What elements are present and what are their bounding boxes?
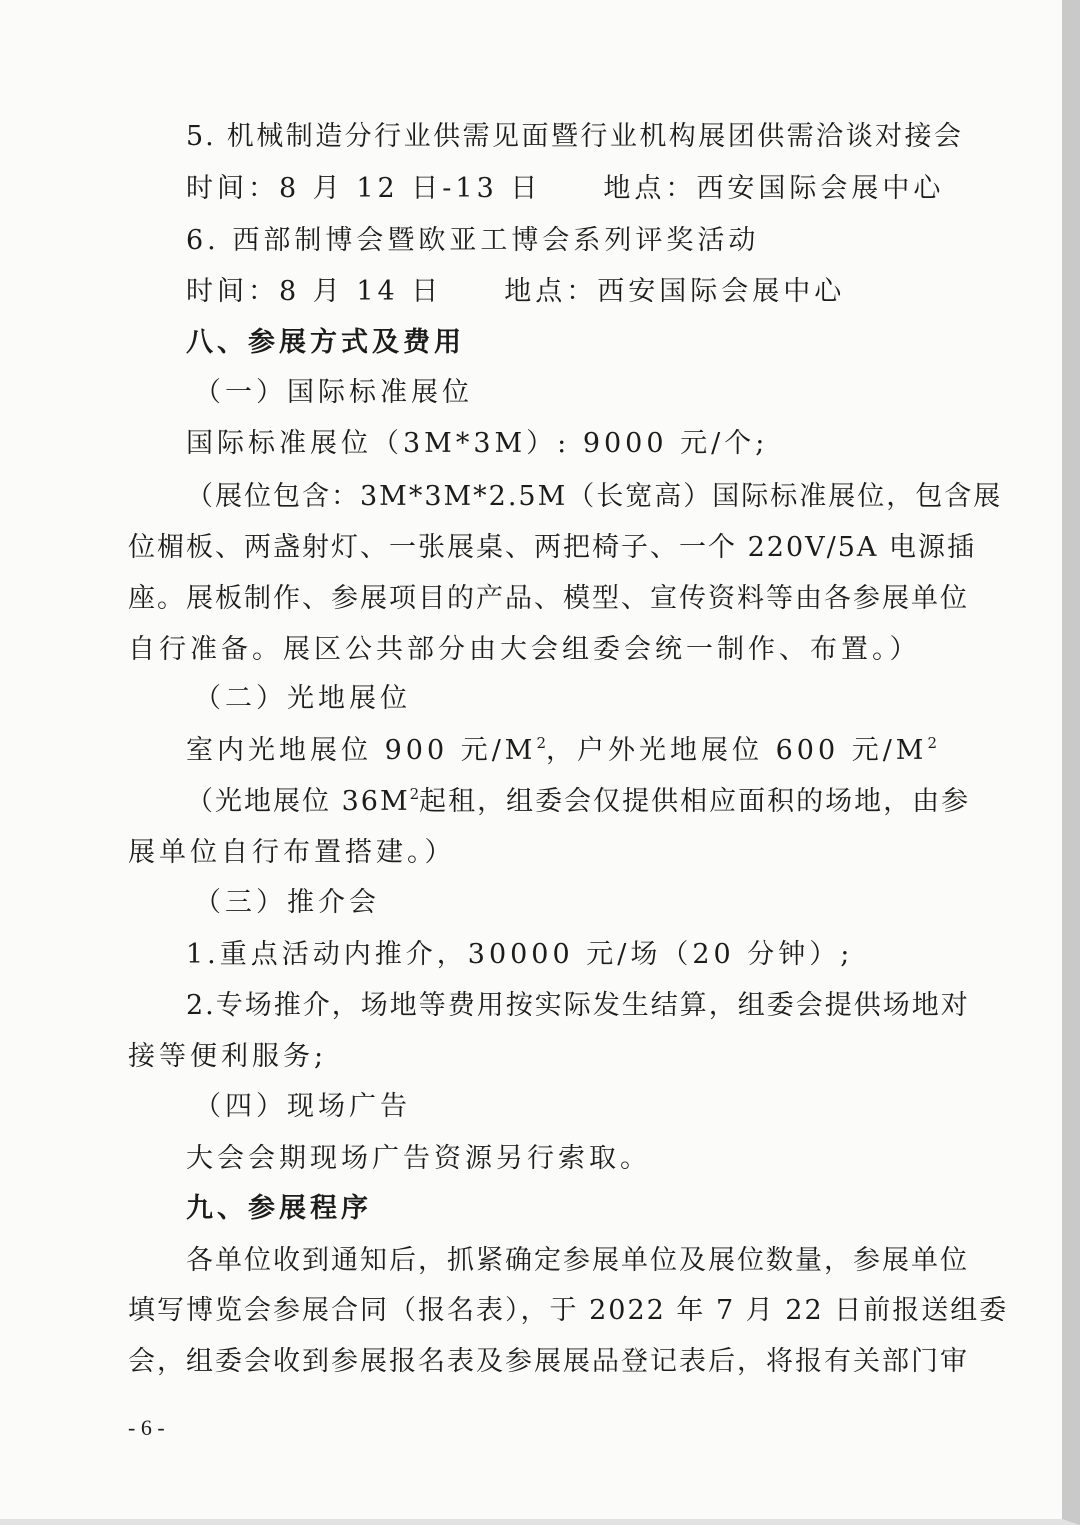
sub1-note-line: 座。展板制作、参展项目的产品、模型、宣传资料等由各参展单位	[128, 583, 969, 614]
item5-schedule	[186, 169, 963, 209]
sub3-item2: 2.专场推介，场地等费用按实际发生结算，组委会提供场地对	[186, 990, 970, 1021]
separator: ，	[546, 735, 577, 766]
sub1-note-line: （展位包含：3M*3M*2.5M（长宽高）国际标准展位，包含展	[186, 481, 1003, 512]
note-rest: 起租，组委会仅提供相应面积的场地，由参	[419, 786, 971, 817]
item5-time: 时间：8 月 12 日-13 日	[186, 173, 542, 204]
outdoor-price: 户外光地展位 600 元/M	[577, 735, 928, 766]
item5-place: 地点：西安国际会展中心	[603, 173, 945, 204]
sub2-prices	[186, 731, 963, 771]
section9-line: 填写博览会参展合同（报名表），于 2022 年 7 月 22 日前报送组委	[128, 1295, 1009, 1326]
item6-place: 地点：西安国际会展中心	[504, 276, 846, 307]
superscript: 2	[409, 785, 420, 803]
indoor-price: 室内光地展位 900 元/M	[186, 735, 537, 766]
sub4-text: 大会会期现场广告资源另行索取。	[186, 1143, 651, 1174]
sub2-note-line	[186, 782, 971, 822]
sub2-note-line: 展单位自行布置搭建。）	[128, 837, 456, 868]
section9-heading: 九、参展程序	[186, 1193, 372, 1224]
note-start: （光地展位 36M	[186, 786, 410, 817]
page-number: - 6 -	[128, 1415, 165, 1440]
section9-line: 会，组委会收到参展报名表及参展展品登记表后，将报有关部门审	[128, 1346, 969, 1377]
superscript: 2	[927, 734, 937, 752]
sub2-heading: （二）光地展位	[194, 683, 411, 714]
sub3-item2-cont: 接等便利服务;	[128, 1041, 328, 1072]
item6-title: 6. 西部制博会暨欧亚工博会系列评奖活动	[186, 225, 760, 256]
sub3-item1: 1.重点活动内推介，30000 元/场（20 分钟）;	[186, 939, 854, 970]
sub3-heading: （三）推介会	[194, 887, 380, 918]
sub1-price: 国际标准展位（3M*3M）: 9000 元/个;	[186, 428, 769, 459]
section8-heading: 八、参展方式及费用	[186, 327, 465, 358]
item6-schedule	[186, 272, 963, 312]
sub4-heading: （四）现场广告	[194, 1091, 411, 1122]
item6-time: 时间：8 月 14 日	[186, 276, 443, 307]
item5-title: 5. 机械制造分行业供需见面暨行业机构展团供需洽谈对接会	[186, 121, 963, 152]
superscript: 2	[536, 734, 546, 752]
sub1-note-line: 位楣板、两盏射灯、一张展桌、两把椅子、一个 220V/5A 电源插	[128, 532, 976, 563]
section9-line: 各单位收到通知后，抓紧确定参展单位及展位数量，参展单位	[186, 1245, 969, 1276]
sub1-heading: （一）国际标准展位	[194, 377, 473, 408]
sub1-note-line: 自行准备。展区公共部分由大会组委会统一制作、布置。）	[128, 634, 921, 665]
